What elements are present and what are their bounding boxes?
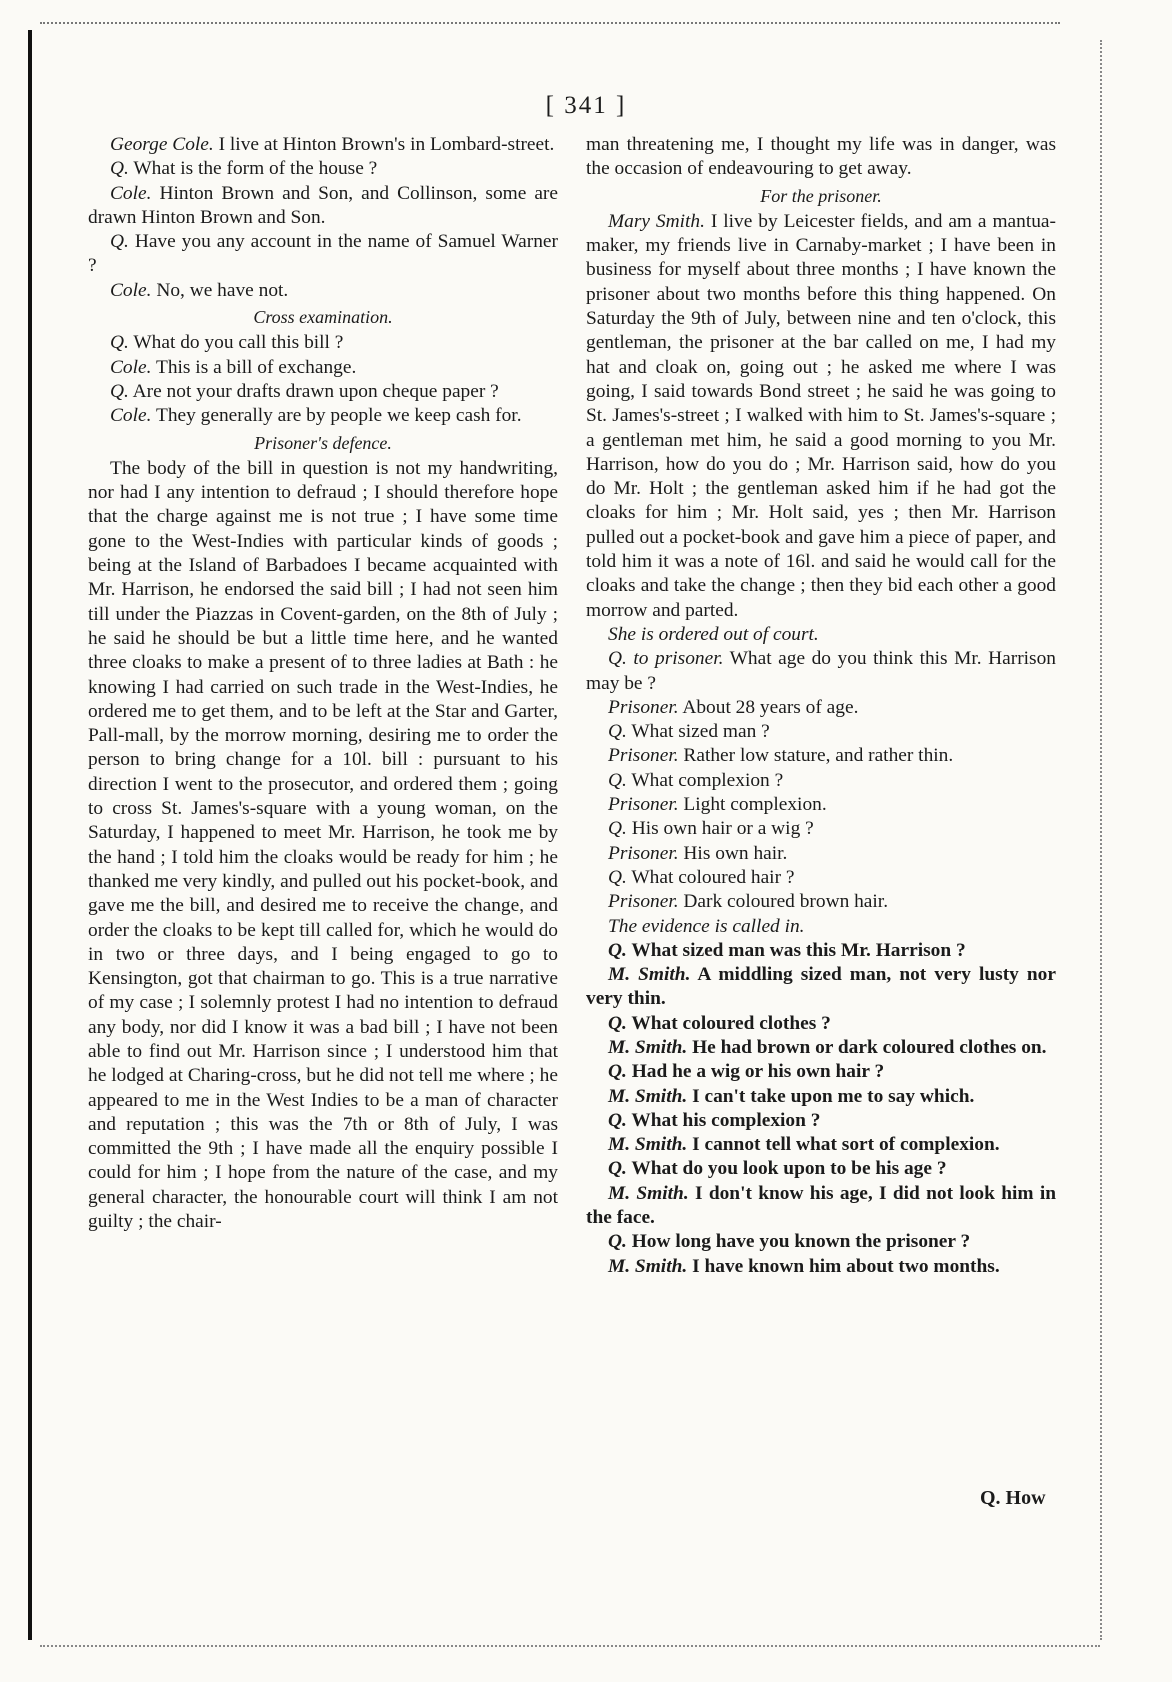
testimony-text: He had brown or dark coloured clothes on. — [687, 1036, 1047, 1058]
speaker-label: M. Smith. — [608, 1182, 689, 1204]
testimony-text: What complexion ? — [626, 769, 784, 791]
testimony-text: What his complexion ? — [626, 1109, 821, 1131]
testimony-text: What do you look upon to be his age ? — [626, 1158, 947, 1180]
page-edge-top — [40, 22, 1060, 24]
page-edge-bottom — [40, 1645, 1100, 1647]
speaker-label: Q. — [608, 721, 627, 743]
speaker-label: Q. — [608, 866, 627, 888]
speaker-label: Q. — [608, 769, 627, 791]
speaker-label: Q. — [608, 1231, 627, 1253]
testimony-paragraph — [586, 769, 1056, 793]
testimony-paragraph — [88, 380, 558, 404]
testimony-text: I live by Leicester fields, and am a mantua-maker, my friends live in Carnaby-market ; I have been in business for myself about three months ; I have known the prisoner about two months before this thing happened. On Saturday the 9th of July, between nine and ten o'clock, this gentleman, the prisoner at the bar called on me, I had my hat and cloak on, going out ; he asked me where I was going, I said towards Bond street ; he said he was going to St. James's-street ; I walked with him to St. James's-square ; a gentleman met him, he said a good morning to you Mr. Harrison, how do you do ; Mr. Harrison said, how do you do Mr. Holt ; the gentleman asked him if he had got the cloaks for him ; Mr. Holt said, yes ; then Mr. Harrison pulled out a pocket-book and gave him a piece of paper, and told him it was a note of 16l. and said he would call for the cloaks and take the change ; then they bid each other a good morrow and parted. — [586, 210, 1056, 621]
testimony-text: What coloured hair ? — [626, 866, 795, 888]
testimony-paragraph — [586, 744, 1056, 768]
speaker-label: M. Smith. — [608, 1134, 688, 1156]
testimony-paragraph — [586, 793, 1056, 817]
speaker-label: M. Smith. — [608, 1036, 688, 1058]
speaker-label: M. Smith. — [608, 964, 691, 986]
testimony-paragraph — [586, 133, 1056, 182]
testimony-paragraph — [586, 696, 1056, 720]
testimony-text: No, we have not. — [151, 279, 289, 301]
page-edge-left — [28, 30, 32, 1640]
testimony-paragraph — [586, 647, 1056, 696]
testimony-paragraph — [586, 1157, 1056, 1181]
testimony-paragraph — [586, 817, 1056, 841]
speaker-label: Q. — [110, 158, 129, 180]
testimony-text: What age do you think this Mr. Harrison may be ? — [586, 648, 1056, 694]
speaker-label: Cole. — [110, 356, 152, 378]
testimony-text: The body of the bill in question is not my handwriting, nor had I any intention to defraud ; I should therefore hope that the charge against me is not true ; I have some time gone to the West-Indies with particular kinds of goods ; being at the Island of Barbadoes I became acquainted with Mr. Harrison, he endorsed the said bill ; I had not seen him till under the Piazzas in Covent-garden, on the 8th of July ; he said he should be but a little time here, and he wanted three cloaks to make a present of to three ladies at Bath : he knowing I had carried on such trade in the West-Indies, he ordered me to get them, and to be left at the Star and Garter, Pall-mall, by the morrow morning, desiring me to order the person to bring change for a 10l. bill : pursuant to his direction I went to the prosecutor, and ordered them ; going to cross St. James's-square with a young woman, on the Saturday, I happened to meet Mr. Harrison, he took me by the hand ; I told him the cloaks would be ready for him ; he thanked me very kindly, and pulled out his pocket-book, and gave me the bill, and desired me to receive the change, and order the cloaks to be kept till called for, which he would do in two or three days, and I being engaged to go to Kensington, got that chairman to go. This is a true narrative of my case ; I solemnly protest I had no intention to defraud any body, nor did I know it was a bad bill ; I have not been able to find out Mr. Harrison since ; I understood him that he lodged at Charing-cross, but he did not tell me where ; he appeared to me in the West Indies to be a man of character and reputation ; this was the 7th or 8th of July, I was committed the 9th ; I have made all the enquiry possible I could for him ; I hope from the nature of the case, and my general character, the honourable court will think I am not guilty ; the chair- — [88, 457, 558, 1233]
speaker-label: Q. — [608, 818, 627, 840]
testimony-paragraph — [586, 1085, 1056, 1109]
testimony-paragraph — [586, 1060, 1056, 1084]
catchword: Q. How — [980, 1487, 1046, 1509]
speaker-label: Q. — [608, 1012, 627, 1034]
speaker-label: Cole. — [110, 182, 152, 204]
testimony-text: Hinton Brown and Son, and Collinson, some are drawn Hinton Brown and Son. — [88, 182, 558, 228]
testimony-paragraph — [586, 1230, 1056, 1254]
speaker-label: Q. to prisoner. — [608, 648, 724, 670]
speaker-label: Q. — [608, 1061, 627, 1083]
testimony-paragraph — [88, 182, 558, 231]
testimony-text: Are not your drafts drawn upon cheque paper ? — [128, 380, 499, 402]
testimony-paragraph — [586, 1255, 1056, 1279]
stage-direction: She is ordered out of court. — [608, 623, 819, 645]
testimony-paragraph — [586, 842, 1056, 866]
speaker-label: Q. — [110, 231, 129, 253]
testimony-text: About 28 years of age. — [678, 696, 859, 718]
testimony-text: They generally are by people we keep cash for. — [151, 405, 522, 427]
testimony-text: This is a bill of exchange. — [151, 356, 357, 378]
speaker-label: M. Smith. — [608, 1255, 688, 1277]
page-edge-right — [1100, 40, 1102, 1640]
testimony-paragraph — [88, 457, 558, 1235]
testimony-paragraph — [88, 404, 558, 428]
testimony-paragraph — [586, 720, 1056, 744]
right-column — [586, 133, 1056, 1279]
testimony-paragraph — [586, 210, 1056, 623]
testimony-text: I have known him about two months. — [687, 1255, 1000, 1277]
testimony-text: Had he a wig or his own hair ? — [626, 1061, 885, 1083]
testimony-text: What coloured clothes ? — [626, 1012, 831, 1034]
speaker-label: Prisoner. — [608, 842, 679, 864]
testimony-paragraph — [586, 939, 1056, 963]
testimony-text: I can't take upon me to say which. — [687, 1085, 975, 1107]
speaker-label: Q. — [608, 1109, 627, 1131]
speaker-label: George Cole. — [110, 134, 214, 155]
testimony-text: His own hair. — [678, 842, 788, 864]
testimony-paragraph — [586, 1012, 1056, 1036]
speaker-label: Q. — [608, 1158, 627, 1180]
testimony-paragraph — [88, 279, 558, 303]
testimony-text: His own hair or a wig ? — [626, 818, 814, 840]
testimony-paragraph — [586, 1036, 1056, 1060]
left-column — [88, 133, 558, 1234]
speaker-label: Prisoner. — [608, 891, 679, 913]
speaker-label: Q. — [608, 939, 627, 961]
testimony-text: Rather low stature, and rather thin. — [678, 745, 954, 767]
testimony-text: How long have you known the prisoner ? — [626, 1231, 971, 1253]
testimony-paragraph — [586, 890, 1056, 914]
testimony-text: A middling sized man, not very lusty nor very thin. — [586, 964, 1056, 1010]
testimony-text: What sized man ? — [626, 721, 770, 743]
testimony-paragraph — [586, 866, 1056, 890]
testimony-text: I live at Hinton Brown's in Lombard-street. — [213, 134, 555, 155]
speaker-label: Q. — [110, 380, 129, 402]
testimony-paragraph — [586, 1109, 1056, 1133]
testimony-paragraph — [88, 331, 558, 355]
speaker-label: Cole. — [110, 279, 152, 301]
testimony-text: Dark coloured brown hair. — [678, 891, 889, 913]
testimony-text: What do you call this bill ? — [128, 332, 344, 354]
page-number: [ 341 ] — [545, 92, 627, 119]
section-heading: Prisoner's defence. — [254, 432, 392, 453]
testimony-text: What is the form of the house ? — [128, 158, 378, 180]
testimony-text: What sized man was this Mr. Harrison ? — [626, 939, 966, 961]
testimony-paragraph — [586, 1133, 1056, 1157]
testimony-text: man threatening me, I thought my life was in danger, was the occasion of endeavouring to get away. — [586, 134, 1056, 180]
speaker-label: M. Smith. — [608, 1085, 688, 1107]
testimony-paragraph — [586, 963, 1056, 1012]
testimony-paragraph — [586, 1182, 1056, 1231]
speaker-label: Prisoner. — [608, 745, 679, 767]
testimony-text: Have you any account in the name of Samuel Warner ? — [88, 231, 558, 277]
stage-direction: The evidence is called in. — [608, 915, 805, 937]
speaker-label: Q. — [110, 332, 129, 354]
section-heading: For the prisoner. — [760, 185, 882, 206]
testimony-paragraph — [88, 157, 558, 181]
speaker-label: Cole. — [110, 405, 152, 427]
testimony-text: Light complexion. — [678, 794, 827, 816]
speaker-label: Prisoner. — [608, 794, 679, 816]
speaker-label: Prisoner. — [608, 696, 679, 718]
testimony-paragraph — [88, 133, 558, 157]
testimony-paragraph — [88, 230, 558, 279]
section-heading: Cross examination. — [253, 307, 393, 328]
testimony-paragraph — [88, 356, 558, 380]
testimony-text: I cannot tell what sort of complexion. — [687, 1134, 1000, 1156]
testimony-text: I don't know his age, I did not look him in the face. — [586, 1182, 1056, 1229]
speaker-label: Mary Smith. — [608, 210, 705, 232]
